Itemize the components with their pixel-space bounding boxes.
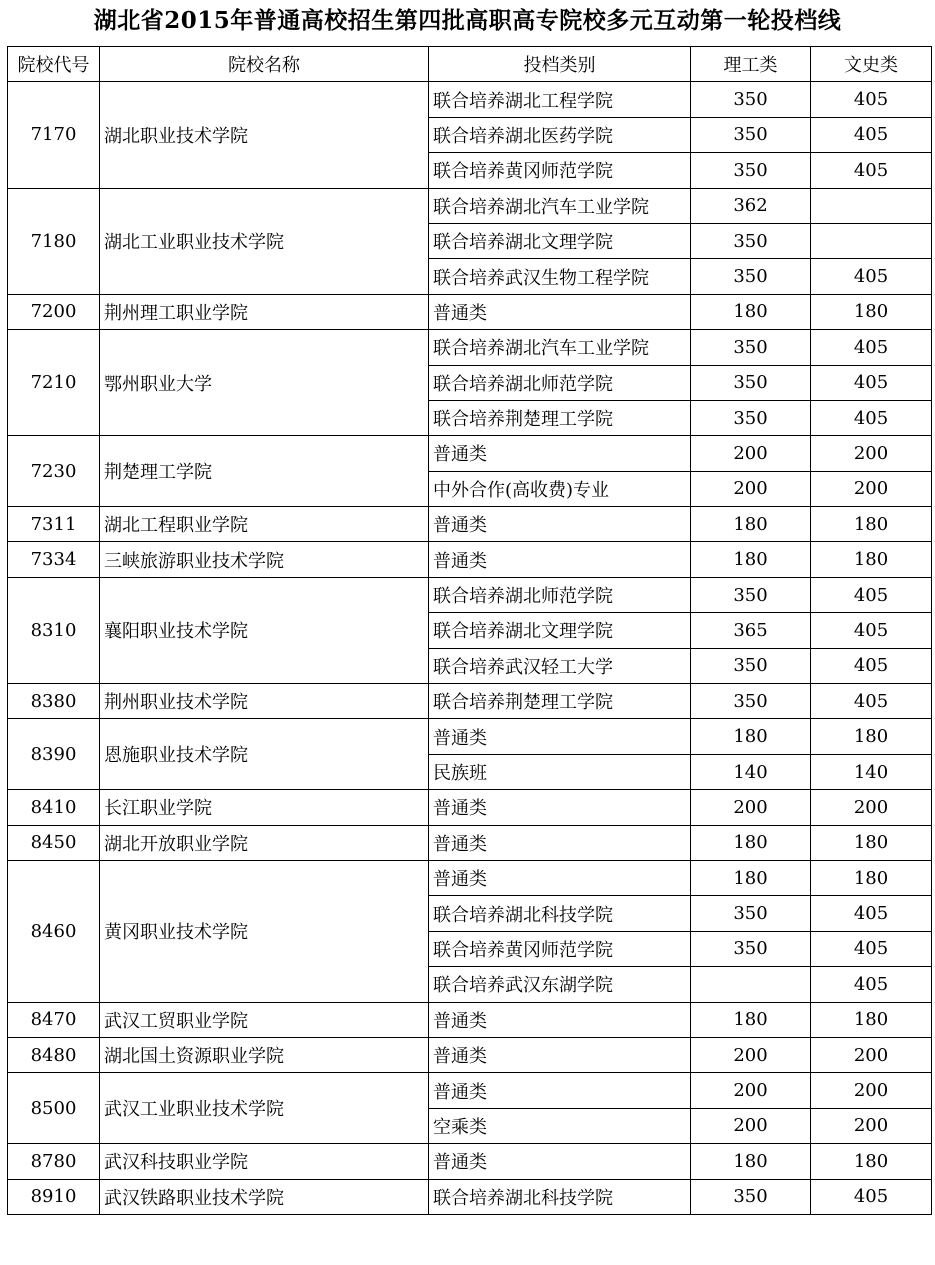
science-score-cell: 350 — [691, 684, 811, 719]
science-score-cell: 350 — [691, 896, 811, 931]
liberal-arts-score-cell: 405 — [811, 896, 932, 931]
table-row — [8, 436, 932, 471]
category-cell: 联合培养湖北医药学院 — [429, 117, 691, 152]
school-name-cell: 武汉工业职业技术学院 — [100, 1073, 429, 1144]
school-name-cell: 黄冈职业技术学院 — [100, 860, 429, 1002]
category-cell: 联合培养湖北文理学院 — [429, 223, 691, 258]
liberal-arts-score-cell — [811, 188, 932, 223]
school-name-cell: 荆州职业技术学院 — [100, 684, 429, 719]
category-cell: 联合培养湖北科技学院 — [429, 896, 691, 931]
table-row — [8, 719, 932, 754]
category-cell: 普通类 — [429, 790, 691, 825]
category-cell: 普通类 — [429, 860, 691, 895]
school-name-cell: 武汉科技职业学院 — [100, 1144, 429, 1179]
school-code-cell: 8780 — [8, 1144, 100, 1179]
school-code-cell: 8500 — [8, 1073, 100, 1144]
school-code-cell: 7311 — [8, 507, 100, 542]
science-score-cell: 200 — [691, 1037, 811, 1072]
table-row — [8, 1179, 932, 1214]
school-name-cell: 湖北国土资源职业学院 — [100, 1037, 429, 1072]
science-score-cell: 365 — [691, 613, 811, 648]
table-row — [8, 790, 932, 825]
category-cell: 普通类 — [429, 1073, 691, 1108]
admission-score-table — [7, 46, 932, 1215]
table-row — [8, 825, 932, 860]
header-school-code: 院校代号 — [8, 47, 100, 82]
table-row — [8, 330, 932, 365]
science-score-cell: 350 — [691, 577, 811, 612]
category-cell: 联合培养黄冈师范学院 — [429, 153, 691, 188]
category-cell: 联合培养荆楚理工学院 — [429, 400, 691, 435]
school-name-cell: 三峡旅游职业技术学院 — [100, 542, 429, 577]
table-header-row — [8, 47, 932, 82]
school-code-cell: 7170 — [8, 82, 100, 188]
science-score-cell: 180 — [691, 294, 811, 329]
header-science: 理工类 — [691, 47, 811, 82]
liberal-arts-score-cell: 180 — [811, 294, 932, 329]
science-score-cell: 200 — [691, 436, 811, 471]
school-code-cell: 7210 — [8, 330, 100, 436]
school-name-cell: 鄂州职业大学 — [100, 330, 429, 436]
liberal-arts-score-cell: 405 — [811, 259, 932, 294]
category-cell: 联合培养武汉轻工大学 — [429, 648, 691, 683]
category-cell: 联合培养湖北汽车工业学院 — [429, 188, 691, 223]
science-score-cell: 200 — [691, 471, 811, 506]
science-score-cell: 362 — [691, 188, 811, 223]
school-code-cell: 7334 — [8, 542, 100, 577]
liberal-arts-score-cell: 180 — [811, 860, 932, 895]
school-name-cell: 湖北工程职业学院 — [100, 507, 429, 542]
liberal-arts-score-cell: 405 — [811, 1179, 932, 1214]
table-row — [8, 82, 932, 117]
school-name-cell: 武汉铁路职业技术学院 — [100, 1179, 429, 1214]
liberal-arts-score-cell: 200 — [811, 790, 932, 825]
table-row — [8, 294, 932, 329]
page-title: 湖北省2015年普通高校招生第四批高职高专院校多元互动第一轮投档线 — [93, 7, 842, 34]
liberal-arts-score-cell: 405 — [811, 648, 932, 683]
category-cell: 普通类 — [429, 542, 691, 577]
table-row — [8, 1144, 932, 1179]
liberal-arts-score-cell: 180 — [811, 1002, 932, 1037]
category-cell: 普通类 — [429, 825, 691, 860]
school-code-cell: 7230 — [8, 436, 100, 507]
category-cell: 普通类 — [429, 507, 691, 542]
liberal-arts-score-cell: 180 — [811, 507, 932, 542]
science-score-cell: 140 — [691, 754, 811, 789]
category-cell: 联合培养武汉生物工程学院 — [429, 259, 691, 294]
table-row — [8, 188, 932, 223]
science-score-cell: 350 — [691, 931, 811, 966]
liberal-arts-score-cell: 140 — [811, 754, 932, 789]
science-score-cell: 350 — [691, 365, 811, 400]
liberal-arts-score-cell: 405 — [811, 400, 932, 435]
school-code-cell: 7200 — [8, 294, 100, 329]
school-code-cell: 8380 — [8, 684, 100, 719]
school-name-cell: 湖北工业职业技术学院 — [100, 188, 429, 294]
school-code-cell: 8480 — [8, 1037, 100, 1072]
category-cell: 空乘类 — [429, 1108, 691, 1143]
category-cell: 普通类 — [429, 1037, 691, 1072]
school-code-cell: 8410 — [8, 790, 100, 825]
science-score-cell: 350 — [691, 82, 811, 117]
liberal-arts-score-cell: 405 — [811, 82, 932, 117]
school-code-cell: 8310 — [8, 577, 100, 683]
category-cell: 联合培养武汉东湖学院 — [429, 967, 691, 1002]
liberal-arts-score-cell: 180 — [811, 542, 932, 577]
science-score-cell: 350 — [691, 400, 811, 435]
category-cell: 普通类 — [429, 294, 691, 329]
school-code-cell: 8390 — [8, 719, 100, 790]
category-cell: 民族班 — [429, 754, 691, 789]
science-score-cell: 180 — [691, 542, 811, 577]
category-cell: 普通类 — [429, 719, 691, 754]
liberal-arts-score-cell: 200 — [811, 471, 932, 506]
liberal-arts-score-cell: 180 — [811, 825, 932, 860]
table-row — [8, 684, 932, 719]
table-row — [8, 542, 932, 577]
table-row — [8, 1037, 932, 1072]
school-name-cell: 襄阳职业技术学院 — [100, 577, 429, 683]
liberal-arts-score-cell: 405 — [811, 117, 932, 152]
table-row — [8, 1073, 932, 1108]
category-cell: 普通类 — [429, 1002, 691, 1037]
liberal-arts-score-cell: 405 — [811, 931, 932, 966]
category-cell: 联合培养湖北师范学院 — [429, 577, 691, 612]
science-score-cell: 180 — [691, 719, 811, 754]
liberal-arts-score-cell: 405 — [811, 613, 932, 648]
school-code-cell: 8460 — [8, 860, 100, 1002]
liberal-arts-score-cell: 405 — [811, 153, 932, 188]
category-cell: 联合培养湖北汽车工业学院 — [429, 330, 691, 365]
liberal-arts-score-cell: 200 — [811, 436, 932, 471]
header-category: 投档类别 — [429, 47, 691, 82]
science-score-cell: 350 — [691, 117, 811, 152]
science-score-cell — [691, 967, 811, 1002]
school-name-cell: 荆楚理工学院 — [100, 436, 429, 507]
table-row — [8, 577, 932, 612]
school-name-cell: 长江职业学院 — [100, 790, 429, 825]
liberal-arts-score-cell: 405 — [811, 330, 932, 365]
table-row — [8, 860, 932, 895]
category-cell: 联合培养湖北科技学院 — [429, 1179, 691, 1214]
science-score-cell: 200 — [691, 790, 811, 825]
science-score-cell: 180 — [691, 1144, 811, 1179]
school-name-cell: 武汉工贸职业学院 — [100, 1002, 429, 1037]
liberal-arts-score-cell: 405 — [811, 365, 932, 400]
science-score-cell: 350 — [691, 648, 811, 683]
liberal-arts-score-cell: 180 — [811, 719, 932, 754]
science-score-cell: 180 — [691, 860, 811, 895]
category-cell: 联合培养湖北师范学院 — [429, 365, 691, 400]
science-score-cell: 180 — [691, 825, 811, 860]
table-row — [8, 1002, 932, 1037]
school-name-cell: 荆州理工职业学院 — [100, 294, 429, 329]
liberal-arts-score-cell: 405 — [811, 577, 932, 612]
liberal-arts-score-cell: 405 — [811, 684, 932, 719]
science-score-cell: 180 — [691, 1002, 811, 1037]
table-row — [8, 507, 932, 542]
header-liberal-arts: 文史类 — [811, 47, 932, 82]
category-cell: 联合培养湖北工程学院 — [429, 82, 691, 117]
school-name-cell: 湖北开放职业学院 — [100, 825, 429, 860]
category-cell: 联合培养黄冈师范学院 — [429, 931, 691, 966]
school-code-cell: 7180 — [8, 188, 100, 294]
science-score-cell: 350 — [691, 330, 811, 365]
category-cell: 中外合作(高收费)专业 — [429, 471, 691, 506]
school-code-cell: 8470 — [8, 1002, 100, 1037]
science-score-cell: 200 — [691, 1073, 811, 1108]
category-cell: 联合培养荆楚理工学院 — [429, 684, 691, 719]
science-score-cell: 350 — [691, 1179, 811, 1214]
category-cell: 联合培养湖北文理学院 — [429, 613, 691, 648]
liberal-arts-score-cell: 200 — [811, 1037, 932, 1072]
table-body — [8, 82, 932, 1215]
science-score-cell: 350 — [691, 223, 811, 258]
science-score-cell: 350 — [691, 153, 811, 188]
category-cell: 普通类 — [429, 436, 691, 471]
liberal-arts-score-cell: 405 — [811, 967, 932, 1002]
school-name-cell: 恩施职业技术学院 — [100, 719, 429, 790]
liberal-arts-score-cell — [811, 223, 932, 258]
school-code-cell: 8450 — [8, 825, 100, 860]
liberal-arts-score-cell: 200 — [811, 1108, 932, 1143]
header-school-name: 院校名称 — [100, 47, 429, 82]
school-name-cell: 湖北职业技术学院 — [100, 82, 429, 188]
category-cell: 普通类 — [429, 1144, 691, 1179]
science-score-cell: 200 — [691, 1108, 811, 1143]
liberal-arts-score-cell: 200 — [811, 1073, 932, 1108]
science-score-cell: 180 — [691, 507, 811, 542]
science-score-cell: 350 — [691, 259, 811, 294]
liberal-arts-score-cell: 180 — [811, 1144, 932, 1179]
school-code-cell: 8910 — [8, 1179, 100, 1214]
